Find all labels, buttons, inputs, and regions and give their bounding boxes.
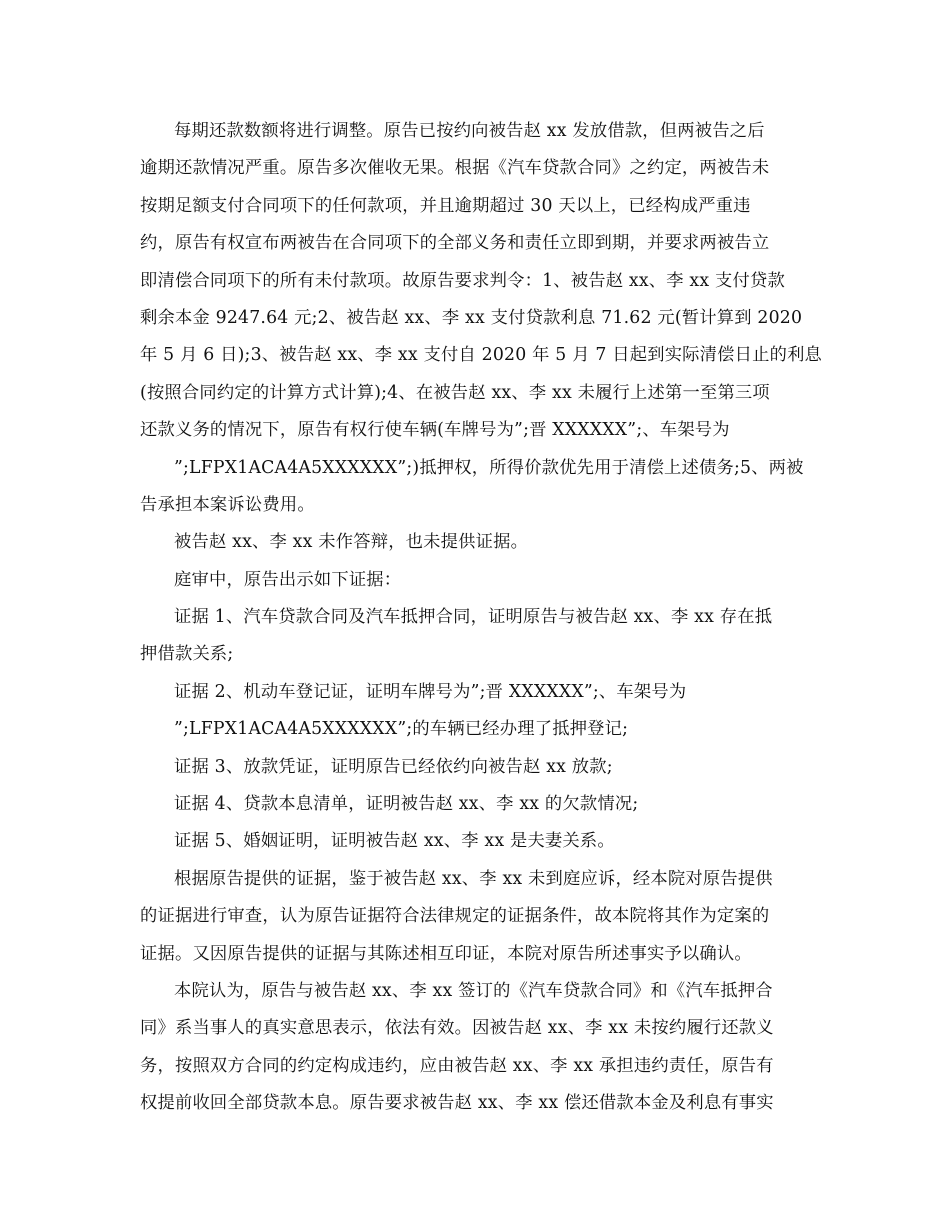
text-line: 证据 1、汽车贷款合同及汽车抵押合同，证明原告与被告赵 xx、李 xx 存在抵 xyxy=(174,607,773,628)
text-line: 同》系当事人的真实意思表示，依法有效。因被告赵 xx、李 xx 未按约履行还款义 xyxy=(140,1018,774,1039)
text-line: 务，按照双方合同的约定构成违约，应由被告赵 xx、李 xx 承担违约责任，原告有 xyxy=(140,1055,774,1076)
text-line: ”;LFPX1ACA4A5XXXXXX”;)抵押权，所得价款优先用于清偿上述债务;5、两被 xyxy=(174,457,804,478)
text-line: 被告赵 xx、李 xx 未作答辩，也未提供证据。 xyxy=(174,532,529,553)
text-line: 还款义务的情况下，原告有权行使车辆(车牌号为”;晋 XXXXXX”;、车架号为 xyxy=(140,420,730,441)
text-line: 证据。又因原告提供的证据与其陈述相互印证，本院对原告所述事实予以确认。 xyxy=(140,943,752,964)
text-line: 即清偿合同项下的所有未付款项。故原告要求判令：1、被告赵 xx、李 xx 支付贷款 xyxy=(140,270,785,291)
text-line: 的证据进行审查，认为原告证据符合法律规定的证据条件，故本院将其作为定案的 xyxy=(140,906,770,927)
text-line: (按照合同约定的计算方式计算);4、在被告赵 xx、李 xx 未履行上述第一至第三项 xyxy=(140,382,770,403)
text-line: 证据 4、贷款本息清单，证明被告赵 xx、李 xx 的欠款情况; xyxy=(174,794,639,815)
text-line: 证据 3、放款凭证，证明原告已经依约向被告赵 xx 放款; xyxy=(174,756,613,777)
text-line: 年 5 月 6 日);3、被告赵 xx、李 xx 支付自 2020 年 5 月 7 日起到实际清偿日止的利息 xyxy=(140,345,823,366)
text-line: 证据 2、机动车登记证，证明车牌号为”;晋 XXXXXX”;、车架号为 xyxy=(174,681,687,702)
document-body xyxy=(140,113,823,1123)
text-line: ”;LFPX1ACA4A5XXXXXX”;的车辆已经办理了抵押登记; xyxy=(174,719,629,740)
text-line: 庭审中，原告出示如下证据： xyxy=(174,569,402,590)
text-line: 押借款关系; xyxy=(140,644,234,665)
text-line: 权提前收回全部贷款本息。原告要求被告赵 xx、李 xx 偿还借款本金及利息有事实 xyxy=(140,1093,774,1114)
text-line: 本院认为，原告与被告赵 xx、李 xx 签订的《汽车贷款合同》和《汽车抵押合 xyxy=(174,980,773,1001)
text-line: 告承担本案诉讼费用。 xyxy=(140,494,315,515)
text-line: 逾期还款情况严重。原告多次催收无果。根据《汽车贷款合同》之约定，两被告未 xyxy=(140,158,770,179)
text-line: 证据 5、婚姻证明，证明被告赵 xx、李 xx 是夫妻关系。 xyxy=(174,831,615,852)
text-line: 每期还款数额将进行调整。原告已按约向被告赵 xx 发放借款，但两被告之后 xyxy=(174,121,765,141)
text-line: 约，原告有权宣布两被告在合同项下的全部义务和责任立即到期，并要求两被告立 xyxy=(140,233,770,254)
text-line: 根据原告提供的证据，鉴于被告赵 xx、李 xx 未到庭应诉，经本院对原告提供 xyxy=(174,868,773,889)
text-line: 按期足额支付合同项下的任何款项，并且逾期超过 30 天以上，已经构成严重违 xyxy=(140,195,751,216)
text-line: 剩余本金 9247.64 元;2、被告赵 xx、李 xx 支付贷款利息 71.62 元(暂计算到 2020 xyxy=(140,307,803,328)
